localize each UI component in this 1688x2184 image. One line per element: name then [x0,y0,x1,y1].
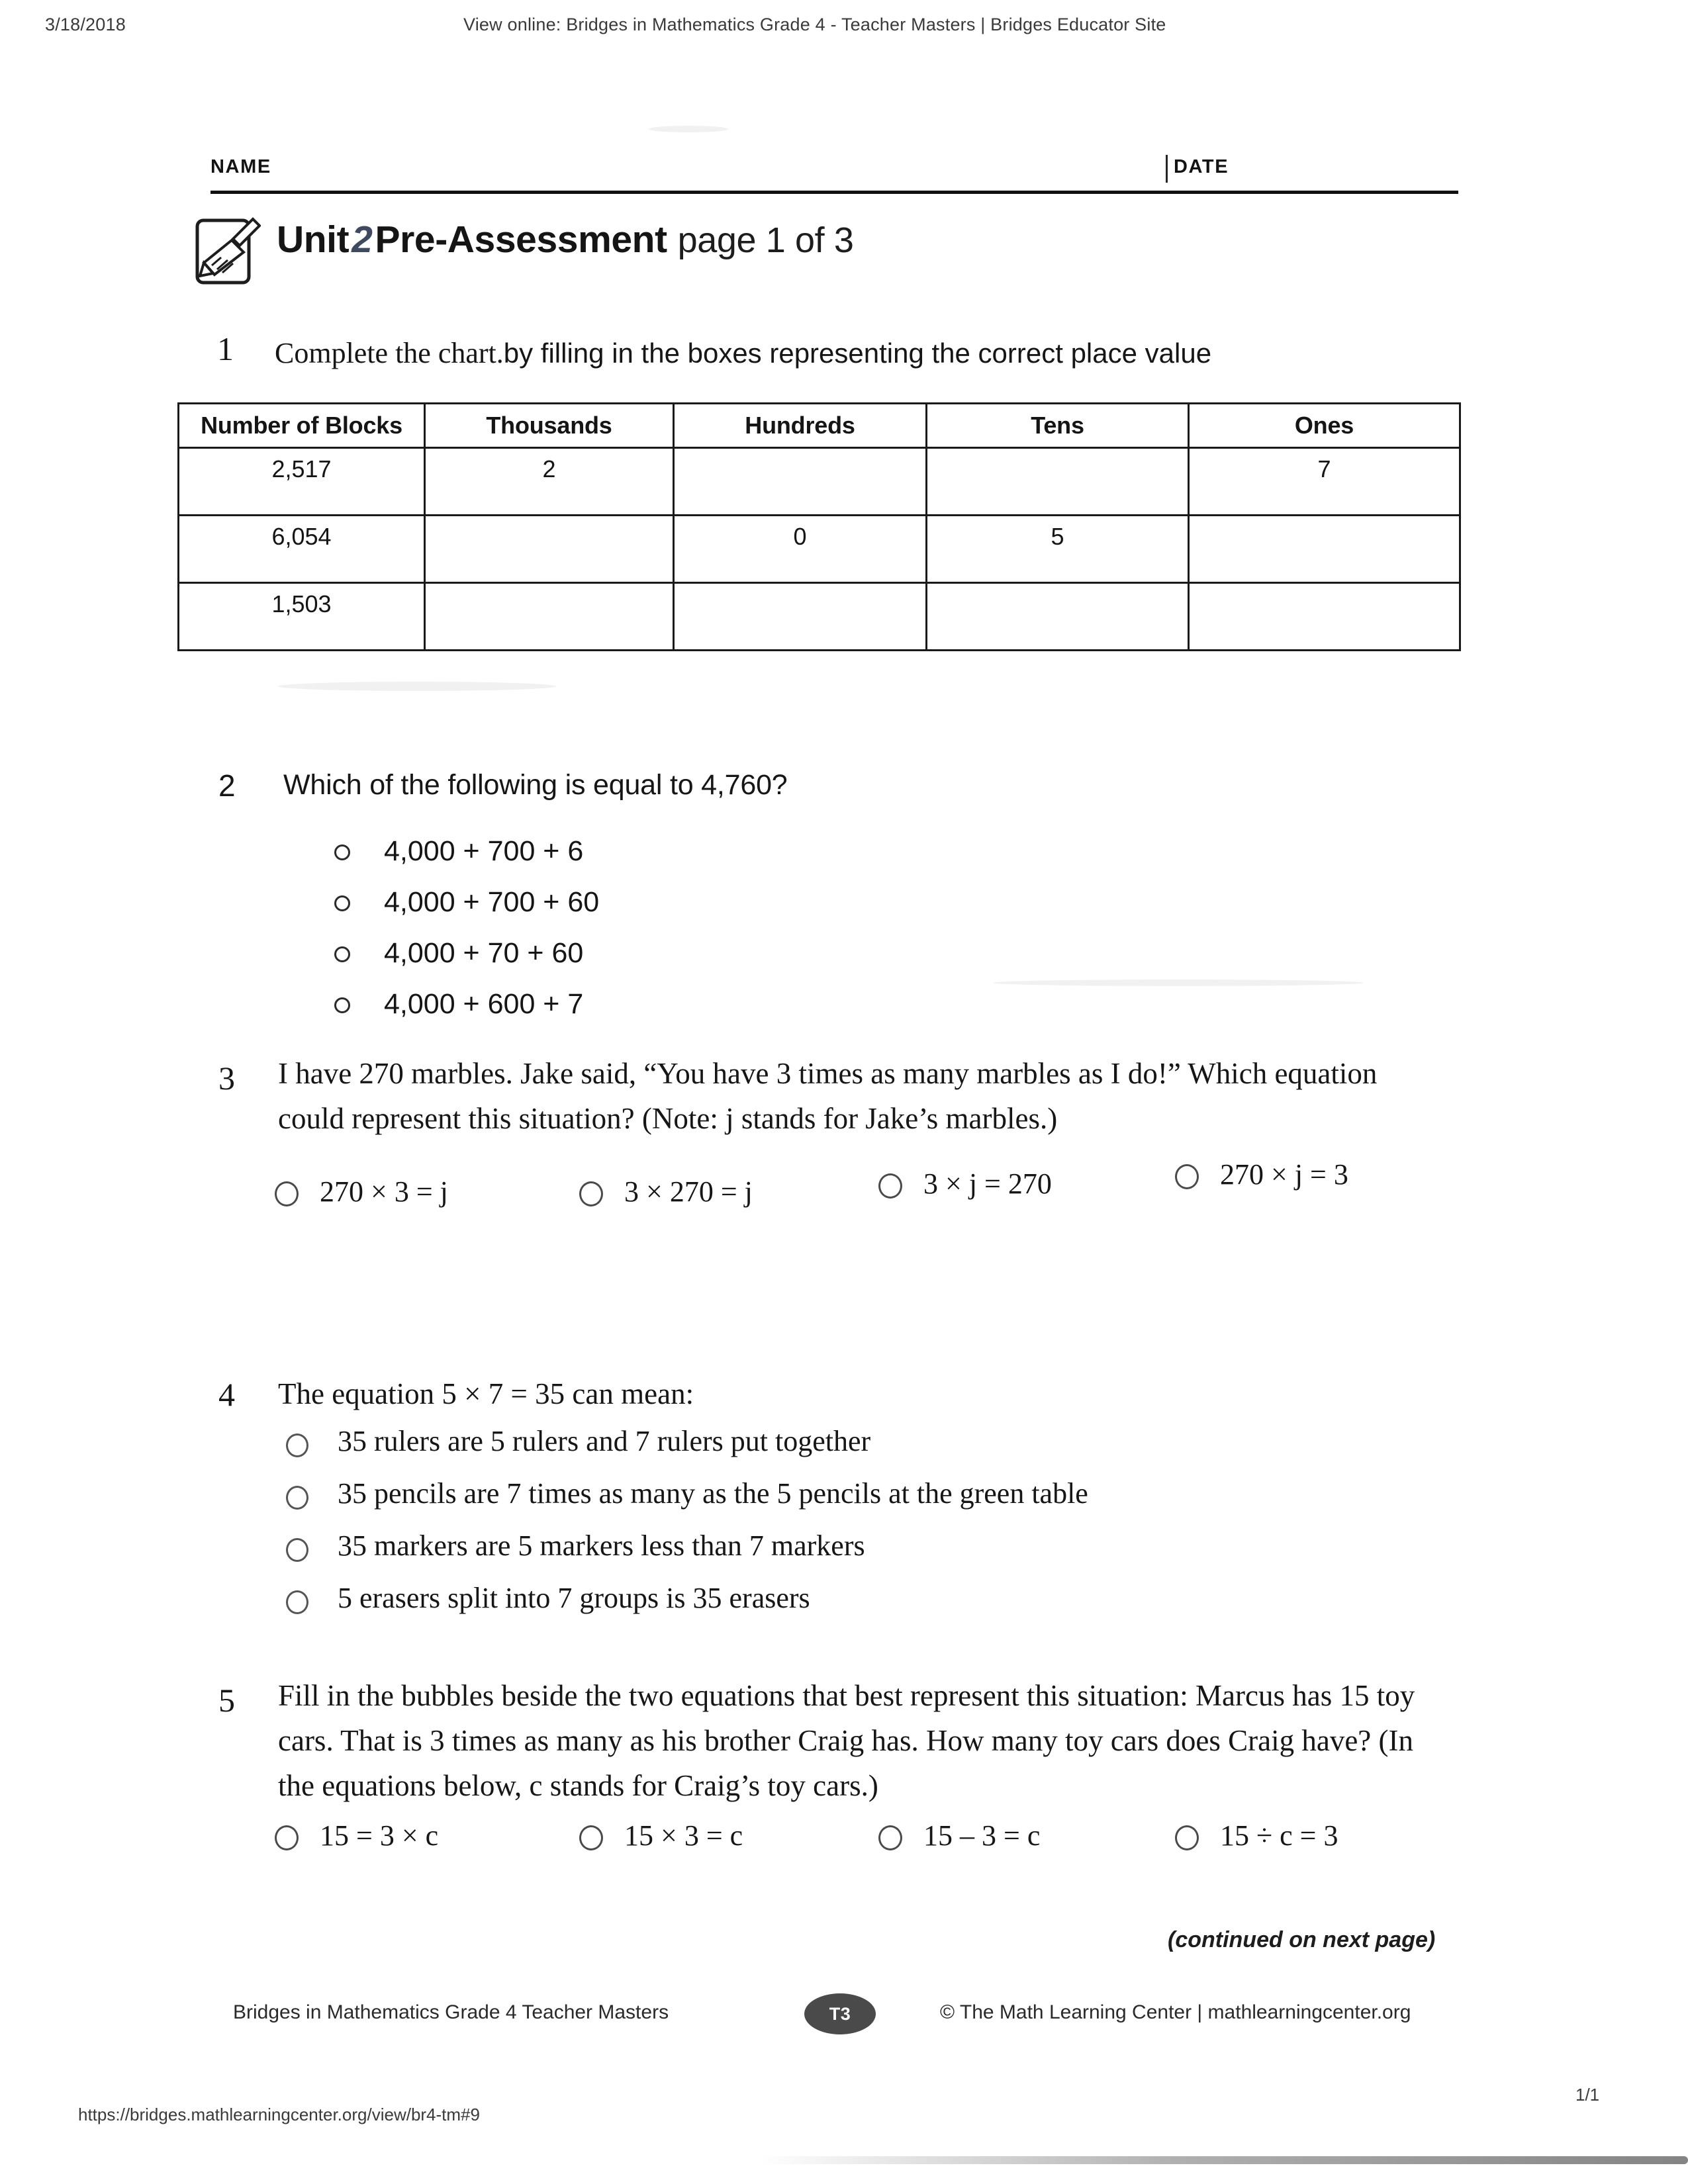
option-label: 270 × j = 3 [1220,1158,1348,1191]
radio-bubble-icon[interactable] [334,997,350,1013]
t3-badge: T3 [804,1993,876,2034]
footer-right-text: © The Math Learning Center | mathlearningcenter.org [940,2001,1411,2023]
cell-tens[interactable]: 5 [927,516,1189,583]
footer-left-text: Bridges in Mathematics Grade 4 Teacher Masters [233,2001,669,2023]
name-date-rule [211,191,1458,194]
cell-number: 6,054 [179,516,425,583]
question-1-number: 1 [217,330,234,367]
question-3-text: I have 270 marbles. Jake said, “You have 3 times as many marbles as I do!” Which equation could represent this situation? (Note: j stands for Jake’s marbles.) [278,1057,1378,1135]
option-label: 5 erasers split into 7 groups is 35 erasers [338,1582,810,1614]
question-5-number: 5 [218,1682,235,1719]
cell-hundreds[interactable]: 0 [674,516,927,583]
column-header-number-of-blocks: Number of Blocks [179,404,425,448]
radio-bubble-icon[interactable] [878,1825,902,1850]
name-date-row [211,156,1458,196]
option-label: 270 × 3 = j [320,1175,448,1208]
cell-ones[interactable] [1189,516,1460,583]
print-date: 3/18/2018 [45,15,126,34]
print-footer-page-indicator: 1/1 [1575,2085,1600,2105]
cell-tens[interactable] [927,448,1189,516]
cell-hundreds[interactable] [674,583,927,651]
cell-thousands[interactable]: 2 [425,448,674,516]
option-label: 3 × j = 270 [923,1167,1052,1200]
column-header-hundreds: Hundreds [674,404,927,448]
print-footer-url: https://bridges.mathlearningcenter.org/view/br4-tm#9 [78,2105,480,2124]
question-4-text: The equation 5 × 7 = 35 can mean: [278,1377,694,1410]
option-label: 15 × 3 = c [624,1819,743,1852]
radio-bubble-icon[interactable] [286,1486,308,1510]
cell-hundreds[interactable] [674,448,927,516]
radio-bubble-icon[interactable] [286,1590,308,1614]
option-label: 4,000 + 700 + 6 [384,835,584,867]
radio-bubble-icon[interactable] [1175,1164,1199,1189]
question-5-text: Fill in the bubbles beside the two equations that best represent this situation: Marcus has 15 toy cars. That is 3 times as many as his brother Craig has. How many toy cars does Craig have? (In the equations below, c stands for Craig’s toy cars.) [278,1679,1415,1802]
question-5-options [275,1819,1460,1865]
table-row [179,516,1460,583]
column-header-thousands: Thousands [425,404,674,448]
question-3-number: 3 [218,1060,235,1097]
scan-artifact [993,979,1364,986]
option-label: 15 – 3 = c [923,1819,1041,1852]
cell-thousands[interactable] [425,583,674,651]
question-1-text [275,331,1499,376]
cell-number: 2,517 [179,448,425,516]
table-row [179,583,1460,651]
table-row [179,448,1460,516]
cell-ones[interactable]: 7 [1189,448,1460,516]
radio-bubble-icon[interactable] [878,1173,902,1199]
title-main: Pre-Assessment [375,218,667,261]
column-header-tens: Tens [927,404,1189,448]
radio-bubble-icon[interactable] [579,1825,603,1850]
radio-bubble-icon[interactable] [334,895,350,911]
radio-bubble-icon[interactable] [1175,1825,1199,1850]
name-label: NAME [211,156,271,177]
scan-artifact [278,682,556,691]
option-label: 4,000 + 600 + 7 [384,988,584,1020]
radio-bubble-icon[interactable] [275,1181,299,1206]
cell-tens[interactable] [927,583,1189,651]
radio-bubble-icon[interactable] [579,1181,603,1206]
pencil-writing-icon [192,214,261,288]
option-label: 15 ÷ c = 3 [1220,1819,1338,1852]
column-header-ones: Ones [1189,404,1460,448]
cell-ones[interactable] [1189,583,1460,651]
option-label: 4,000 + 70 + 60 [384,937,584,969]
print-page-title: View online: Bridges in Mathematics Grade 4 - Teacher Masters | Bridges Educator Site [463,15,1166,34]
unit-number: 2 [352,218,373,261]
option-label: 35 rulers are 5 rulers and 7 rulers put together [338,1425,871,1457]
continued-note: (continued on next page) [1168,1927,1436,1952]
worksheet-footer [0,1999,1688,2038]
date-label: DATE [1174,156,1229,177]
radio-bubble-icon[interactable] [286,1433,308,1457]
radio-bubble-icon[interactable] [334,946,350,962]
question-1-text-part1: Complete the chart. [275,337,504,369]
option-label: 35 pencils are 7 times as many as the 5 pencils at the green table [338,1477,1088,1510]
option-label: 3 × 270 = j [624,1175,753,1208]
option-label: 15 = 3 × c [320,1819,439,1852]
scan-page-edge [761,2156,1688,2164]
page-title [277,218,854,261]
title-prefix: Unit [277,218,350,261]
question-2-number: 2 [218,768,236,803]
radio-bubble-icon[interactable] [286,1538,308,1562]
table-header-row [179,404,1460,448]
option-label: 4,000 + 700 + 60 [384,886,600,918]
cell-thousands[interactable] [425,516,674,583]
question-2-text: Which of the following is equal to 4,760? [283,769,788,801]
question-3-options [275,1158,1460,1221]
question-4-number: 4 [218,1376,235,1413]
place-value-table [177,402,1461,651]
cell-number: 1,503 [179,583,425,651]
option-label: 35 markers are 5 markers less than 7 markers [338,1529,865,1562]
question-1-text-part2: by filling in the boxes representing the correct place value [503,338,1212,369]
radio-bubble-icon[interactable] [334,844,350,860]
radio-bubble-icon[interactable] [275,1825,299,1850]
scan-artifact [649,126,728,132]
page-of-label: page 1 of 3 [677,220,854,260]
name-date-divider [1166,155,1168,183]
